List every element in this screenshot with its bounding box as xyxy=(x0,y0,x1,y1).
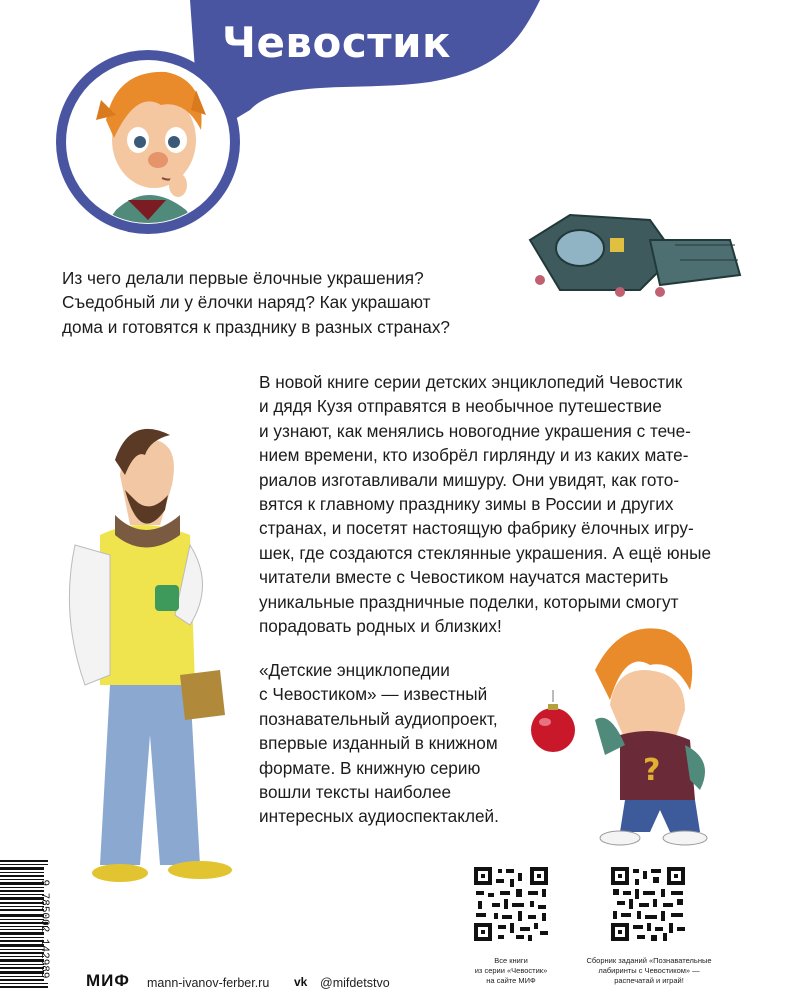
chevostik-ornament-illustration xyxy=(525,610,745,850)
uncle-kuzya-illustration xyxy=(40,415,255,890)
website-link[interactable]: mann-ivanov-ferber.ru xyxy=(147,976,270,990)
project-line: с Чевостиком» — известный xyxy=(259,684,488,705)
qr-caption xyxy=(450,956,572,986)
barcode xyxy=(0,858,60,1000)
qr-code-icon[interactable] xyxy=(609,865,687,943)
publisher-logo[interactable]: МИФ xyxy=(86,971,130,990)
description-line: шек, где создаются стеклянные украшения. А ещё юные xyxy=(259,542,712,563)
description-line: вятся к главному празднику зимы в России и других xyxy=(259,494,674,515)
intro-line: Из чего делали первые ёлочные украшения? xyxy=(62,268,424,288)
qr-caption-line: на сайте МИФ xyxy=(486,976,536,985)
qr-code-icon[interactable] xyxy=(472,865,550,943)
project-line: впервые изданный в книжном xyxy=(259,733,498,754)
intro-line: Съедобный ли у ёлочки наряд? Как украшают xyxy=(62,292,431,313)
description-line: риалов изготавливали мишуру. Они увидят, как гото- xyxy=(259,469,680,490)
project-line: «Детские энциклопедии xyxy=(259,660,450,680)
vk-icon[interactable]: vk xyxy=(294,975,308,989)
qr-caption-line: Сборник заданий «Познавательные xyxy=(586,956,712,965)
intro-paragraph xyxy=(62,266,502,339)
intro-line: дома и готовятся к празднику в разных странах? xyxy=(62,316,450,337)
description-line: В новой книге серии детских энциклопедий Чевостик xyxy=(259,372,683,392)
project-line: познавательный аудиопроект, xyxy=(259,708,498,729)
page-title: Чевостик xyxy=(222,18,452,67)
description-line: нием времени, кто изобрёл гирлянду и из каких мате- xyxy=(259,445,689,466)
description-paragraph xyxy=(259,370,759,638)
social-handle[interactable]: @mifdetstvo xyxy=(320,976,390,990)
project-paragraph xyxy=(259,658,549,829)
description-line: уникальные праздничные поделки, которыми смогут xyxy=(259,591,679,612)
description-line: странах, и посетят настоящую фабрику ёлочных игру- xyxy=(259,518,694,539)
project-line: вошли тексты наиболее xyxy=(259,782,452,803)
description-line: и дядя Кузя отправятся в необычное путешествие xyxy=(259,396,662,417)
spaceship-illustration xyxy=(500,200,750,310)
qr-caption-line: распечатай и играй! xyxy=(614,976,684,985)
project-line: интересных аудиоспектаклей. xyxy=(259,806,499,827)
qr-caption-line: из серии «Чевостик» xyxy=(474,966,548,975)
barcode-number: 9 785002 142989 xyxy=(38,879,50,979)
qr-caption xyxy=(570,956,728,986)
description-line: порадовать родных и близких! xyxy=(259,616,502,637)
description-line: читатели вместе с Чевостиком научатся мастерить xyxy=(259,567,669,588)
project-line: формате. В книжную серию xyxy=(259,757,481,778)
svg-text:?: ? xyxy=(643,753,661,788)
description-line: и узнают, как менялись новогодние украшения с тече- xyxy=(259,420,691,441)
qr-caption-line: лабиринты с Чевостиком» — xyxy=(598,966,700,975)
qr-caption-line: Все книги xyxy=(494,956,528,965)
chevostik-portrait-illustration xyxy=(66,60,230,224)
